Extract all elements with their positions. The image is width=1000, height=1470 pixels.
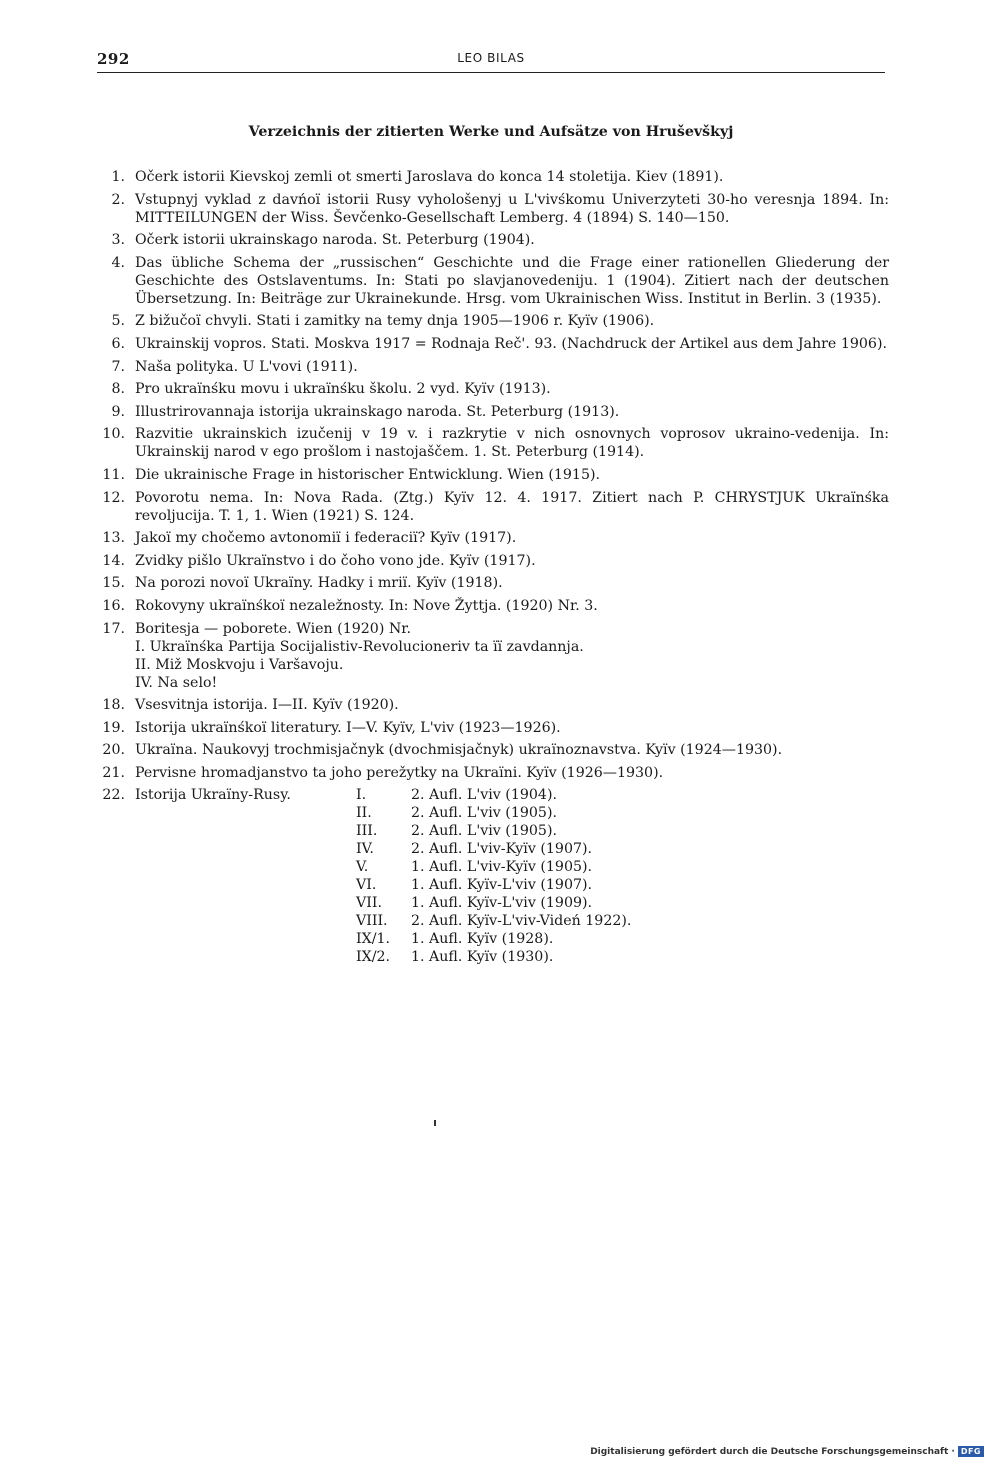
page-footer [590, 1446, 984, 1457]
list-item [97, 574, 889, 592]
item-number: 4. [111, 254, 125, 271]
ink-speck [434, 1120, 436, 1126]
item-text: Na porozi novoï Ukraïny. Hadky i mriï. Kyïv (1918). [135, 575, 503, 592]
item-text: Das übliche Schema der „russischen“ Geschichte und die Frage einer rationellen Gliederung der Geschichte des Ostslaventums. In: Stati po slavjanovedeniju. 1 (1904). Zitiert nach der deutschen Übersetzung. In: Beiträge zur Ukrainekunde. Hrsg. vom Ukrainischen Wiss. Institut in Berlin. 3 (1935). [135, 254, 889, 307]
list-item [97, 529, 889, 547]
list-item [97, 358, 889, 376]
list-item [97, 312, 889, 330]
list-item [97, 191, 889, 227]
item-number: 3. [111, 232, 125, 249]
item-text: Povorotu nema. In: Nova Rada. (Ztg.) Kyïv 12. 4. 1917. Zitiert nach P. CHRYSTJUK Ukraïnśka revoljucija. T. 1, 1. Wien (1921) S. 124. [135, 489, 889, 524]
page-number: 292 [97, 50, 130, 68]
item-number: 16. [102, 597, 125, 614]
item-text: Očerk istorii ukrainskago naroda. St. Peterburg (1904). [135, 232, 535, 249]
item-number: 11. [102, 466, 125, 483]
item-number: 10. [102, 426, 125, 443]
sub-title: I. Ukraïnśka Partija Socijalistiv-Revolucioneriv ta ïï zavdannja. [135, 638, 584, 655]
item-number: 17. [102, 620, 125, 637]
volume-edition: 1. Aufl. Kyïv-L'viv (1909). [411, 895, 593, 912]
item-number: 15. [102, 575, 125, 592]
list-item [97, 231, 889, 249]
list-item [97, 380, 889, 398]
volume-number: VIII. [356, 913, 388, 930]
item-number: 2. [111, 191, 125, 208]
item-number: 13. [102, 530, 125, 547]
volume-number: V. [356, 859, 369, 876]
item-text: Jakoï my chočemo avtonomiï i federaciï? Kyïv (1917). [135, 530, 517, 547]
volume-row [135, 876, 631, 894]
item-number: 12. [102, 489, 125, 506]
volume-row [135, 894, 631, 912]
list-item [97, 489, 889, 525]
volume-row [135, 930, 631, 948]
item-text: Boritesja — poborete. Wien (1920) Nr. [135, 620, 412, 637]
funding-note: Digitalisierung gefördert durch die Deutsche Forschungsgemeinschaft · [590, 1446, 955, 1457]
list-item [97, 254, 889, 308]
item-text: Naša polityka. U L'vovi (1911). [135, 358, 358, 375]
sub-title-list [135, 638, 889, 692]
series-title: Istorija Ukraïny-Rusy. [135, 787, 291, 804]
volume-edition: 1. Aufl. Kyïv (1930). [411, 949, 554, 966]
volume-edition: 1. Aufl. Kyïv (1928). [411, 931, 554, 948]
item-text: Rokovyny ukraïnśkoï nezaležnosty. In: Nove Žyttja. (1920) Nr. 3. [135, 597, 598, 614]
volume-row [135, 786, 631, 804]
list-item [97, 552, 889, 570]
list-item [97, 764, 889, 782]
item-text: Z bižučoï chvyli. Stati i zamitky na temy dnja 1905—1906 r. Kyïv (1906). [135, 313, 655, 330]
item-number: 9. [111, 403, 125, 420]
item-number: 14. [102, 552, 125, 569]
volume-edition: 2. Aufl. Kyïv-L'viv-Videń 1922). [411, 913, 632, 930]
item-number: 19. [102, 719, 125, 736]
volume-row [135, 804, 631, 822]
volume-number: IV. [356, 841, 374, 858]
list-item [97, 620, 889, 692]
list-item [97, 466, 889, 484]
item-text: Pro ukraïnśku movu i ukraïnśku školu. 2 vyd. Kyïv (1913). [135, 381, 551, 398]
volume-edition: 1. Aufl. L'viv-Kyïv (1905). [411, 859, 593, 876]
bibliography-list [97, 168, 889, 971]
item-number: 8. [111, 381, 125, 398]
volume-edition: 2. Aufl. L'viv (1905). [411, 805, 557, 822]
volume-number: I. [356, 787, 367, 804]
item-number: 22. [102, 787, 125, 804]
sub-title: IV. Na selo! [135, 674, 218, 691]
volume-row [135, 822, 631, 840]
running-head: LEO BILAS [457, 51, 525, 65]
item-number: 5. [111, 313, 125, 330]
dfg-logo: DFG [958, 1446, 984, 1457]
list-item [97, 696, 889, 714]
volume-number: VI. [356, 877, 377, 894]
volume-edition: 2. Aufl. L'viv (1905). [411, 823, 557, 840]
item-text: Vstupnyj vyklad z davńoï istorii Rusy vyhološenyj u L'vivśkomu Univerzyteti 30-ho veresnja 1894. In: MITTEILUNGEN der Wiss. Ševčenko-Gesellschaft Lemberg. 4 (1894) S. 140—150. [135, 191, 889, 226]
volume-number: VII. [356, 895, 382, 912]
item-text: Ukraïna. Naukovyj trochmisjačnyk (dvochmisjačnyk) ukraïnoznavstva. Kyïv (1924—1930). [135, 742, 783, 759]
item-text: Pervisne hromadjanstvo ta joho perežytky na Ukraïni. Kyïv (1926—1930). [135, 764, 664, 781]
list-item [97, 168, 889, 186]
volume-row [135, 948, 631, 966]
volume-table [135, 786, 631, 966]
item-number: 18. [102, 697, 125, 714]
volume-row [135, 840, 631, 858]
list-item [97, 741, 889, 759]
item-number: 20. [102, 742, 125, 759]
item-text: Vsesvitnja istorija. I—II. Kyïv (1920). [135, 697, 399, 714]
page-header [97, 50, 885, 73]
volume-edition: 1. Aufl. Kyïv-L'viv (1907). [411, 877, 593, 894]
volume-number: III. [356, 823, 378, 840]
item-number: 6. [111, 335, 125, 352]
volume-number: IX/1. [356, 931, 391, 948]
list-item [97, 425, 889, 461]
item-text: Illustrirovannaja istorija ukrainskago naroda. St. Peterburg (1913). [135, 403, 620, 420]
volume-edition: 2. Aufl. L'viv (1904). [411, 787, 557, 804]
list-item [97, 597, 889, 615]
item-number: 7. [111, 358, 125, 375]
item-text: Ukrainskij vopros. Stati. Moskva 1917 = Rodnaja Reč'. 93. (Nachdruck der Artikel aus dem Jahre 1906). [135, 335, 887, 352]
volume-number: IX/2. [356, 949, 391, 966]
sub-title: II. Miž Moskvoju i Varšavoju. [135, 656, 344, 673]
item-text: Istorija ukraïnśkoï literatury. I—V. Kyïv, L'viv (1923—1926). [135, 719, 561, 736]
series-item [97, 786, 889, 966]
item-text: Razvitie ukrainskich izučenij v 19 v. i razkrytie v nich osnovnych voprosov ukraino-vedenija. In: Ukrainskij narod v ego prošlom i nastojaščem. 1. St. Peterburg (1914). [135, 426, 889, 461]
list-item [97, 719, 889, 737]
volume-edition: 2. Aufl. L'viv-Kyïv (1907). [411, 841, 593, 858]
volume-row [135, 858, 631, 876]
item-number: 1. [111, 169, 125, 185]
item-text: Očerk istorii Kievskoj zemli ot smerti Jaroslava do konca 14 stoletija. Kiev (1891). [135, 169, 724, 185]
volume-row [135, 912, 631, 930]
item-text: Zvidky pišlo Ukraïnstvo i do čoho vono jde. Kyïv (1917). [135, 552, 536, 569]
list-item [97, 403, 889, 421]
item-number: 21. [102, 764, 125, 781]
section-heading: Verzeichnis der zitierten Werke und Aufsätze von Hruševškyj [248, 124, 734, 140]
item-text: Die ukrainische Frage in historischer Entwicklung. Wien (1915). [135, 466, 601, 483]
list-item [97, 335, 889, 353]
volume-number: II. [356, 805, 372, 822]
